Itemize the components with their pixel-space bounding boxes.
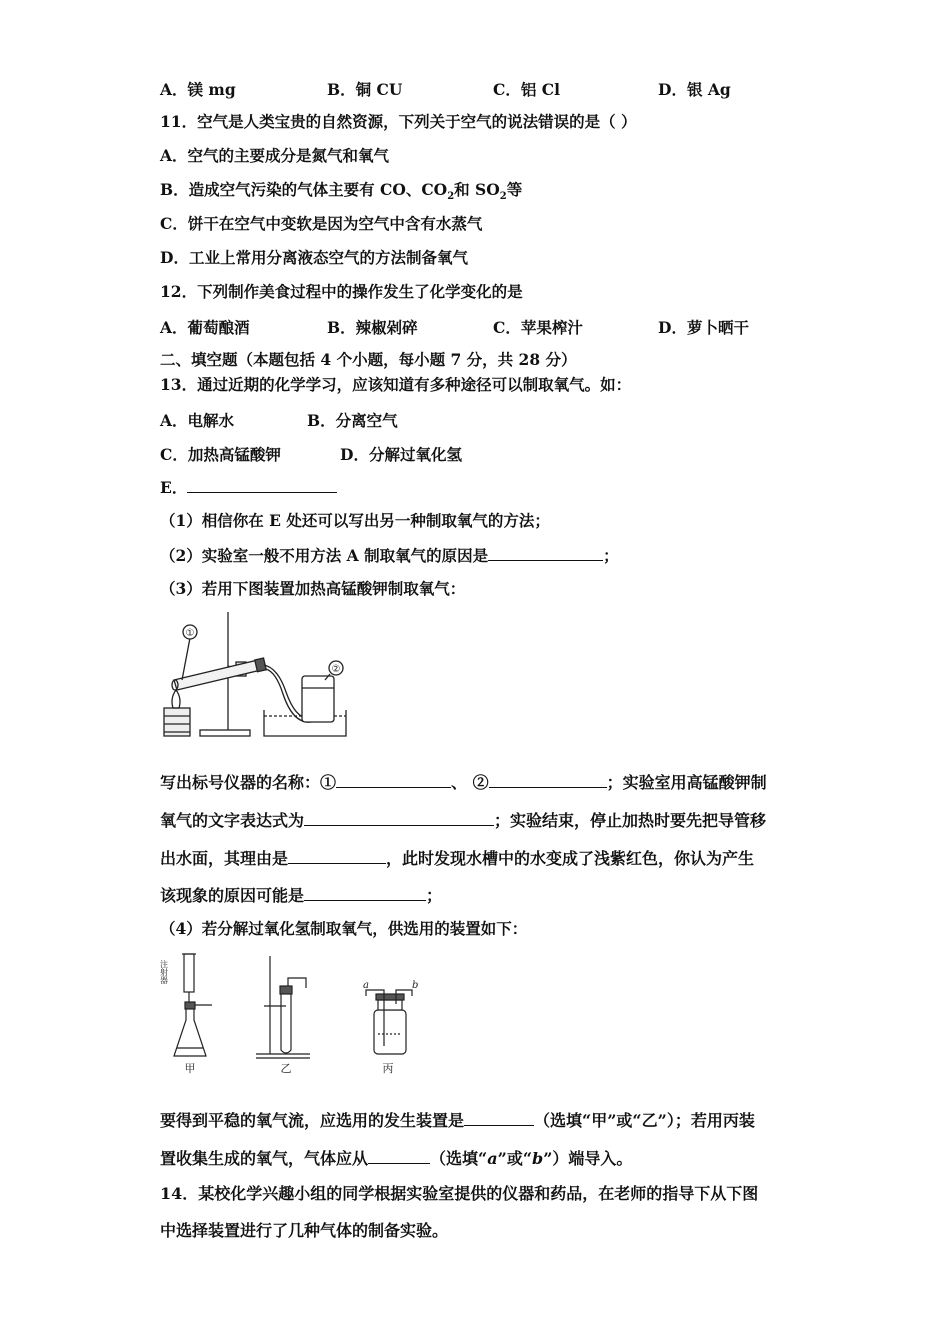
write-line3-a: 出水面，其理由是	[160, 849, 289, 868]
q10-option-b: B．铜 CU	[327, 80, 403, 99]
q13-write-line6	[160, 1148, 632, 1169]
fig2-label-syringe: 注射器	[160, 960, 169, 984]
write-line6-b: （选填“	[430, 1149, 488, 1168]
write-line1-a: 写出标号仪器的名称：①	[160, 773, 337, 792]
write-line3-b: ，此时发现水槽中的水变成了浅紫红色，你认为产生	[386, 849, 755, 868]
fig2-label-jia: 甲	[184, 1062, 196, 1075]
h2o2-devices-figure	[160, 950, 420, 1078]
answer-blank-instrument1[interactable]	[336, 772, 451, 788]
section-heading: 二、填空题（本题包括 4 个小题，每小题 7 分，共 28 分）	[160, 350, 577, 369]
q13-e-label: E．	[160, 478, 188, 497]
q13-option-d: D．分解过氧化氢	[340, 445, 462, 464]
q12-option-a: A．葡萄酿酒	[160, 318, 250, 337]
kmno4-apparatus-figure	[160, 608, 350, 743]
q12-option-c: C．苹果榨汁	[493, 318, 583, 337]
q13-option-e	[160, 477, 337, 498]
q13-write-line2	[160, 810, 766, 831]
q11-option-c: C．饼干在空气中变软是因为空气中含有水蒸气	[160, 214, 483, 233]
answer-blank-cause[interactable]	[304, 885, 426, 901]
q11-option-d: D．工业上常用分离液态空气的方法制备氧气	[160, 248, 468, 267]
write-line5-b: （选填“甲”或“乙”）；若用丙装	[534, 1111, 755, 1130]
q11-option-a: A．空气的主要成分是氮气和氧气	[160, 146, 390, 165]
fig2-label-bing: 丙	[382, 1062, 394, 1075]
q12-option-b: B．辣椒剁碎	[327, 318, 418, 337]
write-line4-a: 该现象的原因可能是	[160, 886, 305, 905]
q14-line1: 14．某校化学兴趣小组的同学根据实验室提供的仪器和药品，在老师的指导下从下图	[160, 1184, 759, 1203]
q13-stem: 13．通过近期的化学学习，应该知道有多种途径可以制取氧气。如：	[160, 375, 632, 394]
write-line1-b: 、 ②	[451, 773, 489, 792]
fig2-label-a: a	[363, 980, 369, 991]
q13-part1: （1）相信你在 E 处还可以写出另一种制取氧气的方法；	[160, 511, 550, 530]
q11-stem: 11．空气是人类宝贵的自然资源，下列关于空气的说法错误的是（ ）	[160, 112, 637, 131]
write-line2-b: ；实验结束，停止加热时要先把导管移	[494, 811, 767, 830]
answer-blank-instrument2[interactable]	[489, 772, 607, 788]
q13-option-c: C．加热高锰酸钾	[160, 445, 281, 464]
fig2-label-b: b	[412, 980, 419, 991]
write-line6-a-letter: a	[487, 1149, 498, 1168]
q11-b-prefix: B．造成空气污染的气体主要有 CO、CO	[160, 180, 448, 199]
write-line5-a: 要得到平稳的氧气流，应选用的发生装置是	[160, 1111, 465, 1130]
q13-option-a: A．电解水	[160, 411, 235, 430]
q14-line2: 中选择装置进行了几种气体的制备实验。	[160, 1221, 449, 1240]
answer-blank-e[interactable]	[187, 477, 337, 493]
q13-part2-end: ；	[603, 546, 619, 565]
fig1-label-1: ①	[185, 628, 195, 639]
fig1-label-2: ②	[331, 664, 341, 675]
q10-option-a: A．镁 mg	[160, 80, 236, 99]
write-line6-b-letter: b	[532, 1149, 544, 1168]
q11-b-sub1: 2	[447, 191, 455, 203]
q12-stem: 12．下列制作美食过程中的操作发生了化学变化的是	[160, 282, 523, 301]
answer-blank-equation[interactable]	[304, 810, 494, 826]
q13-part2-text: （2）实验室一般不用方法 A 制取氧气的原因是	[160, 546, 489, 565]
fig2-label-yi: 乙	[280, 1062, 292, 1075]
q10-option-c: C．铝 Cl	[493, 80, 560, 99]
answer-blank-port[interactable]	[368, 1148, 430, 1164]
write-line4-b: ；	[426, 886, 443, 905]
write-line6-a: 置收集生成的氧气，气体应从	[160, 1149, 369, 1168]
q13-write-line4	[160, 885, 442, 906]
q13-part4: （4）若分解过氧化氢制取氧气，供选用的装置如下：	[160, 919, 528, 938]
answer-blank-device[interactable]	[464, 1110, 534, 1126]
q11-b-sub2: 2	[499, 191, 507, 203]
q13-option-b: B．分离空气	[307, 411, 398, 430]
q13-part3: （3）若用下图装置加热高锰酸钾制取氧气：	[160, 579, 466, 598]
write-line1-c: ；实验室用高锰酸钾制	[606, 773, 767, 792]
write-line2-a: 氧气的文字表达式为	[160, 811, 305, 830]
q11-b-mid: 和 SO	[454, 180, 500, 199]
q13-write-line1	[160, 772, 767, 793]
q11-option-b	[160, 180, 522, 207]
write-line6-c: ”或“	[497, 1149, 533, 1168]
q13-write-line5	[160, 1110, 755, 1131]
write-line6-d: ”）端导入。	[543, 1149, 633, 1168]
q10-option-d: D．银 Ag	[658, 80, 731, 99]
q13-write-line3	[160, 848, 754, 869]
q12-option-d: D．萝卜晒干	[658, 318, 749, 337]
answer-blank-reason2[interactable]	[288, 848, 386, 864]
q11-b-suffix: 等	[506, 180, 523, 199]
answer-blank-reason[interactable]	[488, 545, 603, 561]
q13-part2	[160, 545, 619, 566]
